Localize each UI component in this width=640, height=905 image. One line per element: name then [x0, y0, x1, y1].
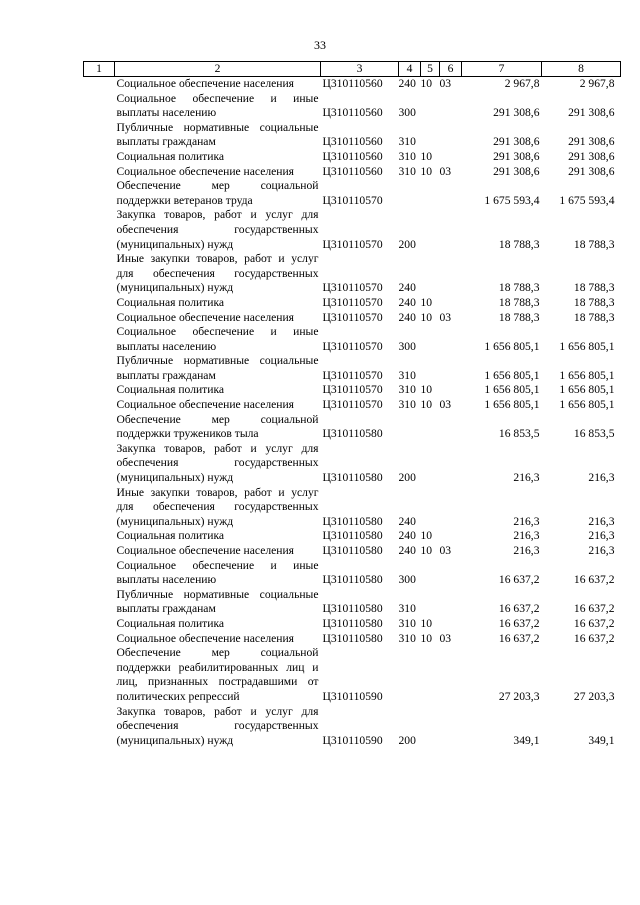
row-expense-type-cell: 310 [398, 383, 416, 397]
row-code-cell: Ц310110580 [322, 544, 383, 557]
row-section-cell: 10 [420, 529, 433, 543]
table-row [84, 252, 621, 296]
row-subsection-cell: 03 [439, 544, 452, 557]
row-amount-total-cell: 1 656 805,1 [559, 398, 615, 412]
header-cell: 5 [421, 62, 440, 77]
row-amount-total-cell: 216,3 [588, 544, 615, 557]
row-amount-total-cell: 16 637,2 [573, 631, 615, 645]
row-amount-cell: 216,3 [513, 544, 540, 557]
row-expense-type-cell: 310 [398, 135, 416, 149]
row-number-cell [84, 617, 115, 632]
row-subsection-cell: 03 [439, 398, 452, 412]
row-expense-type-cell: 310 [398, 631, 416, 645]
row-name-cell: Социальное обеспечение населения [116, 398, 295, 412]
row-number-cell [84, 252, 115, 296]
row-number-cell [84, 77, 115, 92]
row-expense-type-cell: 200 [398, 471, 416, 485]
row-section-cell [421, 252, 440, 296]
row-name-cell: Социальное обеспечение населения [116, 310, 295, 324]
row-amount-cell: 1 656 805,1 [484, 339, 540, 353]
table-row [84, 413, 621, 442]
row-name-cell: Социальная политика [116, 295, 225, 309]
row-amount-total-cell: 216,3 [588, 529, 615, 543]
row-name-cell: Социальное обеспечение населения [116, 164, 295, 178]
row-number-cell [84, 121, 115, 150]
row-subsection-cell [440, 92, 462, 121]
row-number-cell [84, 544, 115, 559]
table-row [84, 77, 621, 92]
row-amount-total-cell: 291 308,6 [568, 106, 615, 120]
row-number-cell [84, 588, 115, 617]
table-row [84, 383, 621, 398]
row-amount-cell: 291 308,6 [493, 164, 540, 178]
row-code-cell: Ц310110560 [322, 164, 383, 178]
row-expense-type-cell: 240 [398, 281, 416, 295]
row-number-cell [84, 150, 115, 165]
row-subsection-cell [440, 413, 462, 442]
row-expense-type-cell: 310 [398, 368, 416, 382]
row-name-cell: Социальная политика [116, 383, 225, 397]
row-expense-type-cell: 310 [398, 149, 416, 163]
row-subsection-cell [440, 588, 462, 617]
row-subsection-cell [440, 179, 462, 208]
row-code-cell: Ц310110560 [322, 106, 383, 120]
row-name-cell: Иные закупки товаров, работ и услуг для обеспечения государственных (муниципальных) нужд [116, 252, 319, 295]
row-amount-total-cell: 16 853,5 [573, 427, 615, 441]
row-amount-cell: 16 637,2 [498, 602, 540, 616]
table-row [84, 325, 621, 354]
row-expense-type-cell: 300 [398, 339, 416, 353]
header-cell: 8 [542, 62, 621, 77]
row-amount-cell: 16 637,2 [498, 616, 540, 630]
row-expense-type-cell: 240 [398, 544, 416, 557]
table-row [84, 544, 621, 559]
table-row [84, 311, 621, 326]
table-row [84, 559, 621, 588]
row-section-cell [421, 588, 440, 617]
row-number-cell [84, 325, 115, 354]
row-subsection-cell: 03 [439, 77, 452, 90]
table-row [84, 486, 621, 530]
row-subsection-cell [440, 296, 462, 311]
table-row [84, 179, 621, 208]
row-amount-cell: 16 637,2 [498, 573, 540, 587]
row-number-cell [84, 413, 115, 442]
header-cell: 3 [321, 62, 399, 77]
row-subsection-cell [440, 617, 462, 632]
row-amount-cell: 16 853,5 [498, 427, 540, 441]
row-code-cell: Ц310110570 [322, 368, 383, 382]
row-number-cell [84, 311, 115, 326]
row-amount-cell: 18 788,3 [498, 295, 540, 309]
row-section-cell [421, 646, 440, 704]
table-row [84, 121, 621, 150]
row-number-cell [84, 179, 115, 208]
row-amount-cell: 2 967,8 [504, 77, 540, 90]
row-section-cell: 10 [420, 295, 433, 309]
row-amount-cell: 291 308,6 [493, 106, 540, 120]
row-number-cell [84, 632, 115, 647]
row-name-cell: Социальное обеспечение населения [116, 631, 295, 645]
row-section-cell [421, 354, 440, 383]
row-amount-cell: 216,3 [513, 529, 540, 543]
row-code-cell: Ц310110580 [322, 427, 383, 441]
row-section-cell: 10 [420, 631, 433, 645]
row-subsection-cell [440, 486, 462, 530]
row-subsection-cell: 03 [439, 164, 452, 178]
row-code-cell: Ц310110590 [322, 689, 383, 703]
row-subsection-cell [440, 354, 462, 383]
row-subsection-cell [440, 705, 462, 749]
row-amount-total-cell: 16 637,2 [573, 573, 615, 587]
header-cell: 4 [399, 62, 421, 77]
row-code-cell: Ц310110580 [322, 631, 383, 645]
row-expense-type-cell: 240 [398, 310, 416, 324]
row-code-cell: Ц310110580 [322, 573, 383, 587]
row-subsection-cell [440, 208, 462, 252]
row-amount-total-cell: 216,3 [588, 514, 615, 528]
row-code-cell: Ц310110580 [322, 529, 383, 543]
table-row [84, 354, 621, 383]
row-code-cell: Ц310110580 [322, 471, 383, 485]
row-name-cell: Социальное обеспечение и иные выплаты населению [116, 558, 319, 587]
table-row [84, 646, 621, 704]
row-subsection-cell [440, 121, 462, 150]
row-number-cell [84, 165, 115, 180]
row-amount-cell: 18 788,3 [498, 281, 540, 295]
row-subsection-cell [440, 559, 462, 588]
row-name-cell: Обеспечение мер социальной поддержки реабилитированных лиц и лиц, признанных пострадавшими от политических репрессий [116, 646, 319, 703]
row-name-cell: Публичные нормативные социальные выплаты гражданам [116, 354, 319, 382]
row-number-cell [84, 705, 115, 749]
row-name-cell: Социальное обеспечение и иные выплаты населению [116, 325, 319, 353]
row-code-cell: Ц310110570 [322, 237, 383, 251]
table-row [84, 588, 621, 617]
row-number-cell [84, 208, 115, 252]
row-subsection-cell [440, 529, 462, 544]
row-subsection-cell [440, 252, 462, 296]
row-expense-type-cell: 310 [398, 602, 416, 616]
row-amount-total-cell: 1 656 805,1 [559, 368, 615, 382]
row-section-cell: 10 [420, 77, 433, 90]
row-code-cell: Ц310110570 [322, 281, 383, 295]
row-code-cell: Ц310110560 [322, 135, 383, 149]
row-subsection-cell [440, 646, 462, 704]
row-name-cell: Социальное обеспечение населения [116, 544, 295, 557]
row-subsection-cell [440, 442, 462, 486]
row-code-cell: Ц310110580 [322, 616, 383, 630]
row-code-cell: Ц310110580 [322, 602, 383, 616]
row-section-cell [421, 208, 440, 252]
table-row [84, 208, 621, 252]
row-section-cell: 10 [420, 149, 433, 163]
page-number: 33 [314, 38, 326, 52]
row-number-cell [84, 559, 115, 588]
row-amount-total-cell: 18 788,3 [573, 295, 615, 309]
row-amount-cell: 1 656 805,1 [484, 383, 540, 397]
row-name-cell: Социальная политика [116, 616, 225, 630]
row-number-cell [84, 296, 115, 311]
row-section-cell [421, 179, 440, 208]
row-section-cell [421, 442, 440, 486]
row-amount-total-cell: 16 637,2 [573, 602, 615, 616]
row-section-cell [421, 705, 440, 749]
row-amount-cell: 1 656 805,1 [484, 398, 540, 412]
header-cell: 6 [440, 62, 462, 77]
row-amount-total-cell: 349,1 [588, 733, 615, 747]
row-code-cell: Ц310110570 [322, 193, 383, 207]
row-name-cell: Закупка товаров, работ и услуг для обеспечения государственных (муниципальных) нужд [116, 704, 319, 747]
row-section-cell [421, 486, 440, 530]
row-amount-total-cell: 291 308,6 [568, 135, 615, 149]
row-subsection-cell [440, 383, 462, 398]
row-subsection-cell [440, 325, 462, 354]
row-expense-type-cell: 310 [398, 616, 416, 630]
row-name-cell: Социальная политика [116, 529, 225, 543]
row-section-cell: 10 [420, 398, 433, 412]
table-row [84, 398, 621, 413]
row-subsection-cell: 03 [439, 631, 452, 645]
row-expense-type-cell: 300 [398, 106, 416, 120]
row-section-cell: 10 [420, 164, 433, 178]
header-row [84, 62, 621, 77]
row-number-cell [84, 486, 115, 530]
row-amount-cell: 18 788,3 [498, 237, 540, 251]
table-row [84, 617, 621, 632]
row-name-cell: Обеспечение мер социальной поддержки ветеранов труда [116, 179, 319, 207]
row-subsection-cell [440, 150, 462, 165]
table-row [84, 296, 621, 311]
row-amount-total-cell: 16 637,2 [573, 616, 615, 630]
row-amount-total-cell: 27 203,3 [573, 689, 615, 703]
row-name-cell: Иные закупки товаров, работ и услуг для обеспечения государственных (муниципальных) нужд [116, 485, 319, 528]
row-name-cell: Закупка товаров, работ и услуг для обеспечения государственных (муниципальных) нужд [116, 441, 319, 485]
header-cell: 1 [84, 62, 115, 77]
row-amount-cell: 27 203,3 [498, 689, 540, 703]
row-name-cell: Социальное обеспечение и иные выплаты населению [116, 91, 319, 120]
row-amount-total-cell: 1 675 593,4 [559, 193, 615, 207]
row-expense-type-cell: 310 [398, 164, 416, 178]
row-expense-type-cell [399, 646, 421, 704]
row-code-cell: Ц310110590 [322, 733, 383, 747]
table-row [84, 150, 621, 165]
row-amount-total-cell: 18 788,3 [573, 237, 615, 251]
row-code-cell: Ц310110570 [322, 310, 383, 324]
row-expense-type-cell: 300 [398, 573, 416, 587]
row-name-cell: Публичные нормативные социальные выплаты гражданам [116, 587, 319, 616]
row-code-cell: Ц310110570 [322, 339, 383, 353]
row-number-cell [84, 92, 115, 121]
row-amount-total-cell: 1 656 805,1 [559, 383, 615, 397]
row-code-cell: Ц310110570 [322, 383, 383, 397]
row-amount-total-cell: 18 788,3 [573, 310, 615, 324]
row-amount-cell: 16 637,2 [498, 631, 540, 645]
row-code-cell: Ц310110560 [322, 149, 383, 163]
row-amount-total-cell: 1 656 805,1 [559, 339, 615, 353]
row-expense-type-cell: 200 [398, 733, 416, 747]
row-amount-cell: 1 656 805,1 [484, 368, 540, 382]
row-amount-cell: 216,3 [513, 471, 540, 485]
row-number-cell [84, 442, 115, 486]
row-number-cell [84, 383, 115, 398]
row-expense-type-cell: 240 [398, 77, 416, 90]
table-body [84, 77, 621, 749]
row-name-cell: Публичные нормативные социальные выплаты гражданам [116, 120, 319, 149]
row-number-cell [84, 354, 115, 383]
row-section-cell [421, 559, 440, 588]
row-section-cell: 10 [420, 310, 433, 324]
budget-table [83, 61, 621, 748]
row-code-cell: Ц310110580 [322, 514, 383, 528]
table-row [84, 92, 621, 121]
row-amount-cell: 349,1 [513, 733, 540, 747]
row-number-cell [84, 529, 115, 544]
row-code-cell: Ц310110560 [322, 77, 383, 90]
header-cell: 2 [115, 62, 321, 77]
row-section-cell: 10 [420, 383, 433, 397]
row-section-cell [421, 121, 440, 150]
row-amount-total-cell: 216,3 [588, 471, 615, 485]
row-section-cell: 10 [420, 544, 433, 557]
row-amount-total-cell: 2 967,8 [579, 77, 615, 90]
row-amount-cell: 291 308,6 [493, 149, 540, 163]
row-code-cell: Ц310110570 [322, 295, 383, 309]
row-section-cell [421, 413, 440, 442]
row-amount-total-cell: 291 308,6 [568, 149, 615, 163]
row-expense-type-cell [399, 413, 421, 442]
table-row [84, 442, 621, 486]
row-name-cell: Обеспечение мер социальной поддержки тружеников тыла [116, 412, 319, 441]
row-expense-type-cell [399, 179, 421, 208]
row-subsection-cell: 03 [439, 310, 452, 324]
row-name-cell: Социальное обеспечение населения [116, 77, 295, 90]
row-expense-type-cell: 240 [398, 529, 416, 543]
row-section-cell [421, 92, 440, 121]
table-row [84, 632, 621, 647]
row-amount-cell: 18 788,3 [498, 310, 540, 324]
row-number-cell [84, 398, 115, 413]
row-amount-cell: 216,3 [513, 514, 540, 528]
table-row [84, 705, 621, 749]
row-name-cell: Закупка товаров, работ и услуг для обеспечения государственных (муниципальных) нужд [116, 208, 319, 251]
row-amount-total-cell: 291 308,6 [568, 164, 615, 178]
row-expense-type-cell: 240 [398, 514, 416, 528]
row-amount-total-cell: 18 788,3 [573, 281, 615, 295]
row-expense-type-cell: 240 [398, 295, 416, 309]
row-section-cell [421, 325, 440, 354]
table-row [84, 165, 621, 180]
table-row [84, 529, 621, 544]
header-cell: 7 [462, 62, 542, 77]
row-expense-type-cell: 310 [398, 398, 416, 412]
row-name-cell: Социальная политика [116, 149, 225, 163]
row-number-cell [84, 646, 115, 704]
row-expense-type-cell: 200 [398, 237, 416, 251]
row-amount-cell: 1 675 593,4 [484, 193, 540, 207]
row-code-cell: Ц310110570 [322, 398, 383, 412]
row-amount-cell: 291 308,6 [493, 135, 540, 149]
row-section-cell: 10 [420, 616, 433, 630]
